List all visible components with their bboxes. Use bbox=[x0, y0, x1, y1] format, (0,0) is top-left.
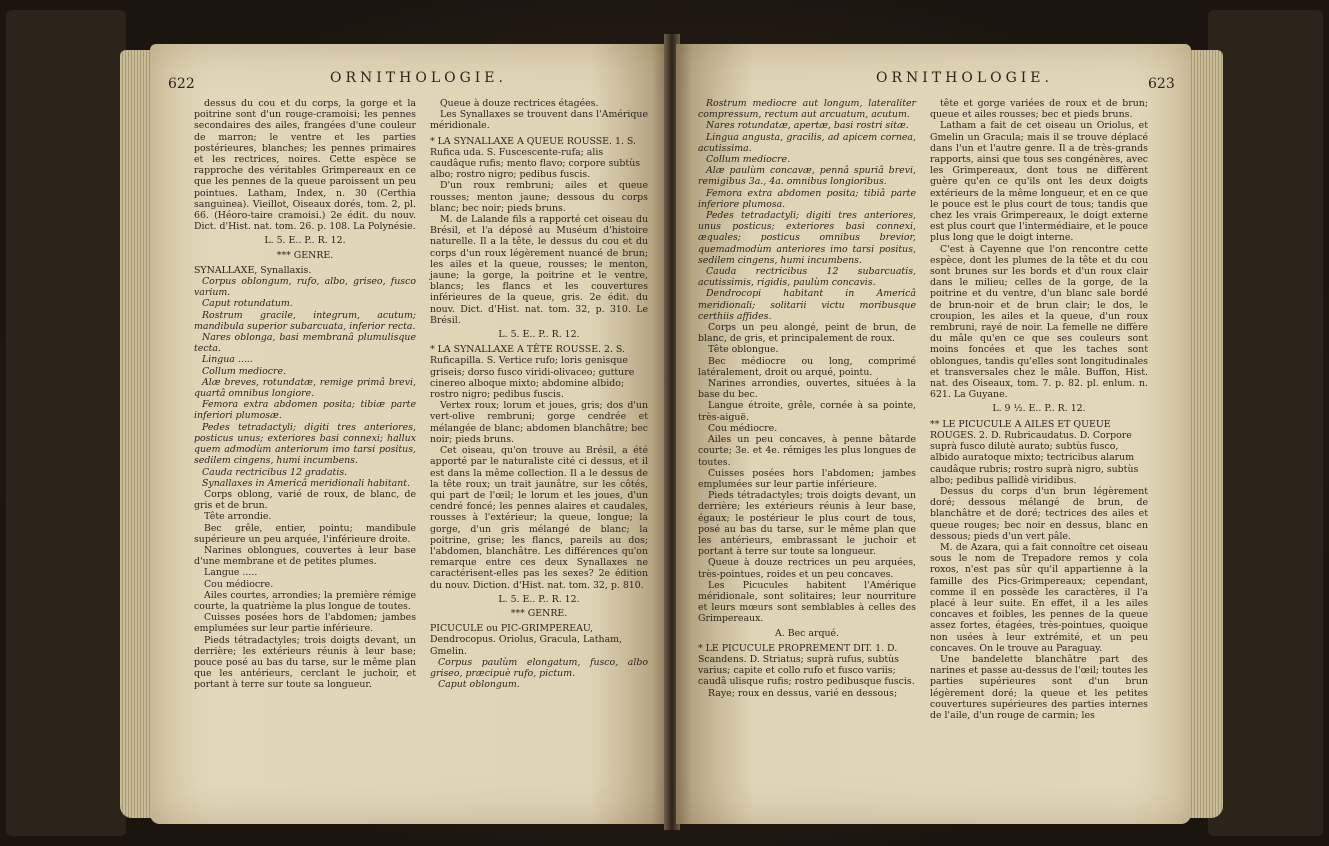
centered-line: L. 5. E.. P.. R. 12. bbox=[498, 593, 580, 605]
paragraph: Narines arrondies, ouvertes, situées à la base du bec. bbox=[698, 378, 916, 401]
paragraph: Cauda rectricibus 12 subarcuatis, acutissimis, rigidis, paulùm concavis. bbox=[698, 266, 916, 289]
paragraph: Tête oblongue. bbox=[708, 344, 779, 356]
paragraph: D'un roux rembruni; ailes et queue rousses; menton jaune; dessous du corps blanc; bec noir; pieds bruns. bbox=[430, 180, 648, 214]
paragraph: Lingua ..... bbox=[202, 354, 253, 366]
centered-line: A. Bec arqué. bbox=[774, 627, 840, 639]
paragraph: Pedes tetradactyli; digiti tres anteriores, unus posticus; exteriores basi connexi, æquales; posticus omnibus brevior, quemadmodùm anteriores imo tarsi positus, sedilem cingens, humi incumbens. bbox=[698, 210, 916, 266]
paragraph: Rostrum mediocre aut longum, lateraliter compressum, rectum aut arcuatum, acutum. bbox=[698, 98, 916, 121]
paragraph: tête et gorge variées de roux et de brun; queue et ailes rousses; bec et pieds bruns. bbox=[930, 98, 1148, 121]
text-column-2 bbox=[430, 98, 648, 690]
paragraph: Dessus du corps d'un brun légèrement doré; dessous mélangé de brun, de blanchâtre et de doré; tectrices des ailes et queue rouges; bec noir en dessus, blanc en dessous; pieds d'un vert pâle. bbox=[930, 485, 1148, 542]
page-number: 622 bbox=[168, 76, 195, 92]
paragraph: Queue à douze rectrices étagées. bbox=[440, 98, 599, 109]
paragraph: Nares oblonga, basi membranâ plumulisque tecta. bbox=[194, 332, 416, 355]
page-edges-left bbox=[120, 50, 152, 818]
entry-heading: ** LE PICUCULE A AILES ET QUEUE ROUGES. 2. D. Rubricaudatus. D. Corpore suprà fusco dilutè aurato; subtùs fusco, albido auratoque mixto; tectricibus alarum caudâque rubris; rostro suprà nigro, subtùs albo; pedibus pallidè viridibus. bbox=[930, 418, 1139, 486]
paragraph: Bec grêle, entier, pointu; mandibule supérieure un peu arquée, l'inférieure droite. bbox=[194, 522, 416, 545]
paragraph: Corps oblong, varié de roux, de blanc, de gris et de brun. bbox=[194, 488, 416, 512]
centered-line: *** GENRE. bbox=[510, 607, 568, 619]
paragraph: Ailes un peu concaves, à penne bâtarde courte; 3e. et 4e. rémiges les plus longues de toutes. bbox=[698, 434, 916, 468]
paragraph: Femora extra abdomen posita; tibiæ parte inferiori plumosæ. bbox=[194, 399, 416, 422]
text-column-1 bbox=[698, 98, 916, 699]
paragraph: Cet oiseau, qu'on trouve au Brésil, a été apporté par le naturaliste cité ci dessus, et il est dans la même collection. Il a le dessus de la tête roux; un trait jaunâtre, sur les côtés, qui part de l'œil; le lorum et les joues, d'un cendré foncé; les pennes alaires et caudales, rousses à l'extérieur; la queue, longue; la gorge, d'un gris mélangé de blanc; la poitrine, grise; les flancs, pareils au dos; l'abdomen, blanchâtre. Les différences qu'on remarque entre ces deux Synallaxes ne caractérisent-elles pas les sexes? 2e édition du nouv. Diction. d'Hist. nat. tom. 32, p. 810. bbox=[430, 445, 648, 591]
text-column-2 bbox=[930, 98, 1148, 721]
paragraph: Dendrocopi habitant in Americâ meridionali; solitarii victu moribusque certhiis affides. bbox=[698, 288, 916, 322]
paragraph: Latham a fait de cet oiseau un Oriolus, et Gmelin un Gracula; mais il se trouve déplacé dans l'un et l'autre genre. Il a de très-grands rapports, ainsi que tous ses congénères, avec les Grimpereaux, dont tous ne diffèrent guère qu'en ce qu'ils ont les deux doigts extérieurs de la même longueur, et en ce que le pouce est le plus court de tous; tandis que chez les vrais Grimpereaux, le doigt externe est plus court que l'intermédiaire, et le pouce plus long que le doigt interne. bbox=[930, 120, 1148, 244]
paragraph: Synallaxes in Americâ meridionali habitant. bbox=[202, 477, 411, 489]
paragraph: Femora extra abdomen posita; tibiâ parte inferiore plumosa. bbox=[698, 187, 916, 210]
paragraph: Caput oblongum. bbox=[438, 679, 520, 691]
paragraph: Les Picucules habitent l'Amérique méridionale, sont solitaires; leur nourriture et leurs mœurs sont semblables à celles des Grimpereaux. bbox=[698, 579, 916, 625]
centered-line: L. 5. E.. P.. R. 12. bbox=[264, 235, 346, 247]
paragraph: M. de Lalande fils a rapporté cet oiseau du Brésil, et l'a déposé au Muséum d'histoire naturelle. Il a la tête, le dessus du cou et du corps d'un roux légèrement nuancé de brun; les ailes et la queue, rousses; le menton, jaune; la gorge, la poitrine et le ventre, blancs; les flancs et les couvertures inférieures de la queue, gris. 2e édit. du nouv. Dict. d'Hist. nat. tom. 32, p. 310. Le Brésil. bbox=[430, 214, 648, 326]
paragraph: Queue à douze rectrices un peu arquées, très-pointues, roides et un peu concaves. bbox=[698, 557, 916, 580]
paragraph: Langue ..... bbox=[204, 567, 258, 579]
paragraph: Lingua angusta, gracilis, ad apicem cornea, acutissima. bbox=[698, 131, 916, 154]
paragraph: Tête arrondie. bbox=[204, 511, 272, 523]
centered-line: L. 9 ½. E.. P.. R. 12. bbox=[992, 403, 1086, 415]
paragraph: Nares rotundatæ, apertæ, basi rostri sitæ. bbox=[706, 120, 909, 132]
running-head: ORNITHOLOGIE. bbox=[330, 70, 507, 86]
entry-heading: * LA SYNALLAXE A TÊTE ROUSSE. 2. S. Ruficapilla. S. Vertice rufo; loris genisque griseis; dorso fusco viridi-olivaceo; gutture cinereo alboque mixto; abdomine albido; rostro nigro; pedibus fuscis. bbox=[430, 344, 635, 401]
page-edges-right bbox=[1189, 50, 1223, 818]
paragraph: dessus du cou et du corps, la gorge et la poitrine sont d'un rouge-cramoisi; les pennes secondaires des ailes, frangées d'une couleur de marron; le ventre et les parties postérieures, blanches; les pennes primaires et les rectrices, noires. Cette espèce se rapproche des véritables Grimpereaux en ce que les pennes de la queue paroissent un peu pointues. Latham, Index, n. 30 (Certhia sanguinea). Vieillot, Oiseaux dorés, tom. 2, pl. 66. (Héoro-taire cramoisi.) 2e édit. du nouv. Dict. d'Hist. nat. tom. 26. p. 108. La Polynésie. bbox=[194, 98, 416, 233]
entry-heading: PICUCULE ou PIC-GRIMPEREAU, Dendrocopus. Oriolus, Gracula, Latham, Gmelin. bbox=[430, 623, 623, 657]
left-page bbox=[150, 44, 668, 824]
paragraph: Alæ breves, rotundatæ, remige primâ brevi, quartâ omnibus longiore. bbox=[194, 376, 416, 400]
paragraph: Cou médiocre. bbox=[204, 578, 274, 590]
entry-heading: * LE PICUCULE PROPREMENT DIT. 1. D. Scandens. D. Striatus; suprà rufus, subtùs varius; capite et collo rufo et fusco variis; caudâ ulisque rufis; rostro pedibusque fuscis. bbox=[698, 642, 915, 688]
paragraph: Vertex roux; lorum et joues, gris; dos d'un vert-olive rembruni; gorge cendrée et mélangée de blanc; abdomen blanchâtre; bec noir; pieds bruns. bbox=[430, 400, 648, 445]
paragraph: Alæ paulùm concavæ, pennâ spuriâ brevi, remigibus 3a., 4a. omnibus longioribus. bbox=[698, 165, 916, 188]
book-cover-left bbox=[6, 10, 126, 836]
paragraph: Cauda rectricibus 12 gradatis. bbox=[202, 466, 348, 478]
paragraph: Collum mediocre. bbox=[706, 154, 791, 166]
paragraph: Raye; roux en dessus, varié en dessous; bbox=[708, 687, 898, 699]
paragraph: Caput rotundatum. bbox=[202, 298, 293, 310]
paragraph: Bec médiocre ou long, comprimé latéralement, droit ou arqué, pointu. bbox=[698, 355, 916, 378]
paragraph: C'est à Cayenne que l'on rencontre cette espèce, dont les plumes de la tête et du cou sont brunes sur les bords et d'un roux clair dans le milieu; celles de la gorge, de la poitrine et du ventre, d'un blanc sale bordé de brun-noir et de brun clair; le dos, le croupion, les ailes et la queue, d'un roux rembruni, rayé de noir. La femelle ne diffère du mâle qu'en ce que ses couleurs sont moins foncées et que les taches sont oblongues, tandis qu'elles sont longitudinales et transversales chez le mâle. Buffon, Hist. nat. des Oiseaux, tom. 7. p. 82. pl. enlum. n. 621. La Guyane. bbox=[930, 243, 1148, 401]
paragraph: Rostrum gracile, integrum, acutum; mandibula superior subarcuata, inferior recta. bbox=[194, 309, 416, 332]
paragraph: Ailes courtes, arrondies; la première rémige courte, la quatrième la plus longue de toutes. bbox=[194, 589, 416, 612]
centered-line: *** GENRE. bbox=[276, 249, 334, 261]
paragraph: Corps un peu alongé, peint de brun, de blanc, de gris, et principalement de roux. bbox=[698, 322, 916, 345]
book-cover-right bbox=[1208, 10, 1323, 836]
running-head: ORNITHOLOGIE. bbox=[876, 70, 1053, 86]
paragraph: Les Synallaxes se trouvent dans l'Amérique méridionale. bbox=[430, 109, 648, 132]
paragraph: Pieds tétradactyles; trois doigts devant, un derrière; les extérieurs réunis à leur base; pouce posé au bas du tarse, sur le même plan que les antérieurs, cerclant le juchoir, et portant à terre sur toute sa longueur. bbox=[194, 634, 416, 691]
paragraph: Narines oblongues, couvertes à leur base d'une membrane et de petites plumes. bbox=[194, 544, 416, 568]
paragraph: Pieds tétradactyles; trois doigts devant, un derrière; les extérieurs réunis à leur base, égaux; le postérieur le plus court de tous, posé au bas du tarse, sur le même plan que les antérieurs, embrassant le juchoir et portant à terre sur toute sa longueur. bbox=[698, 490, 916, 558]
paragraph: Cou médiocre. bbox=[708, 422, 778, 434]
paragraph: M. de Azara, qui a fait connoître cet oiseau sous le nom de Trepadore remos y cola roxos, n'est pas sûr qu'il appartienne à la famille des Pics-Grimpereaux; cependant, comme il en possède les caractères, il l'a placé à leur suite. En effet, il a les ailes concaves et foibles, les pennes de la queue assez fortes, étagées, très-pointues, quoique non usées à leur extrémité, et un peu concaves. On le trouve au Paraguay. bbox=[930, 541, 1148, 654]
paragraph: Cuisses posées hors l'abdomen; jambes emplumées sur leur partie inférieure. bbox=[698, 467, 916, 490]
paragraph: Une bandelette blanchâtre part des narines et passe au-dessus de l'œil; toutes les parties supérieures sont d'un brun légèrement doré; la queue et les petites couvertures supérieures des parties internes de l'aile, d'un rouge de carmin; les bbox=[930, 653, 1148, 721]
right-page bbox=[676, 44, 1191, 824]
entry-heading: SYNALLAXE, Synallaxis. bbox=[194, 264, 312, 276]
paragraph: Pedes tetradactyli; digiti tres anteriores, posticus unus; exteriores basi connexi; hallux quem admodùm anteriorum imo tarsi positus, sedilem cingens, humi incumbens. bbox=[194, 421, 416, 467]
page-number: 623 bbox=[1148, 76, 1175, 92]
centered-line: L. 5. E.. P.. R. 12. bbox=[498, 329, 580, 341]
text-column-1 bbox=[194, 98, 416, 691]
paragraph: Corpus oblongum, rufo, albo, griseo, fusco varium. bbox=[194, 276, 416, 299]
paragraph: Cuisses posées hors de l'abdomen; jambes emplumées sur leur partie inférieure. bbox=[194, 612, 416, 635]
paragraph: Collum mediocre. bbox=[202, 365, 287, 377]
entry-heading: * LA SYNALLAXE A QUEUE ROUSSE. 1. S. Rufica uda. S. Fuscescente-rufa; alis caudâque rufis; mento flavo; corpore subtùs albo; rostro nigro; pedibus fuscis. bbox=[430, 135, 641, 181]
paragraph: Corpus paulùm elongatum, fusco, albo griseo, præcipuè rufo, pictum. bbox=[430, 656, 648, 679]
paragraph: Langue étroite, grêle, cornée à sa pointe, très-aiguë. bbox=[698, 400, 916, 423]
